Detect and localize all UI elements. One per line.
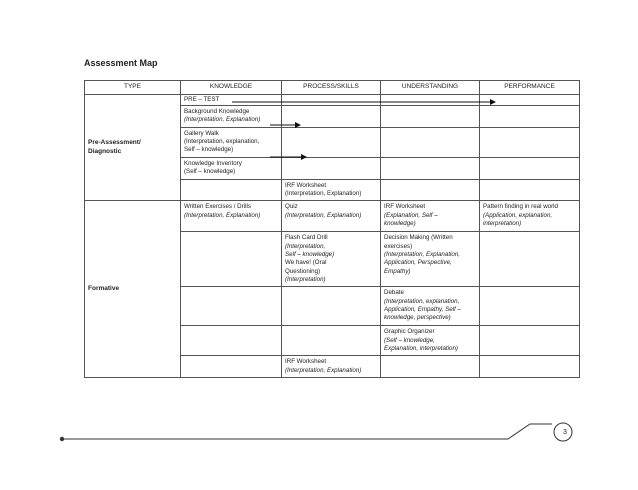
cell-title: Debate — [384, 289, 404, 297]
header-performance: PERFORMANCE — [480, 81, 580, 95]
type-pre-assessment: Pre-Assessment/ Diagnostic — [85, 95, 181, 201]
cell-title: Knowledge Inventory — [184, 159, 242, 167]
cell-skills: (Application, explanation, interpretation) — [483, 211, 553, 227]
cell-skills: (Self – knowledge, Explanation, interpretation) — [384, 336, 458, 353]
cell-title: We have! (Oral Questioning) — [285, 259, 327, 275]
cell-title: Flash Card Drill — [285, 234, 328, 242]
cell-title: IRF Worksheet — [285, 358, 327, 366]
cell-skills: (Interpretation) — [285, 276, 326, 284]
cell-skills: (Interpretation, Explanation, Application, Perspective, Empathy) — [384, 250, 461, 275]
cell-title: IRF Worksheet — [384, 203, 426, 211]
cell-title: Quiz — [285, 203, 298, 211]
cell-skills: (Interpretation, Explanation) — [184, 116, 261, 124]
header-understanding: UNDERSTANDING — [381, 81, 480, 95]
page-title: Assessment Map — [84, 58, 158, 68]
pre-test-label: PRE – TEST — [184, 96, 220, 103]
header-process-skills: PROCESS/SKILLS — [282, 81, 381, 95]
cell-skills: (Interpretation, explanation, Self – knowledge) — [184, 138, 260, 154]
header-knowledge: KNOWLEDGE — [181, 81, 282, 95]
cell-title: Pattern finding in real world — [483, 203, 558, 211]
cell-skills: (Explanation, Self – knowledge) — [384, 211, 438, 227]
cell-skills: (Interpretation, Explanation) — [285, 366, 362, 374]
cell-title: Graphic Organizer — [384, 328, 435, 336]
cell-title: IRF Worksheet — [285, 181, 327, 189]
cell-title: Gallery Walk — [184, 129, 219, 137]
cell-skills: (Interpretation, Explanation) — [285, 189, 362, 197]
cell-title: Decision Making (Written exercises) — [384, 234, 453, 250]
cell-skills: (Interpretation, Explanation) — [184, 211, 261, 219]
cell-skills: (Interpretation, Explanation) — [285, 211, 362, 219]
cell-skills: (Interpretation, explanation, Application, Empathy, Self – knowledge, perspective) — [384, 297, 461, 322]
cell-skills: (Self – knowledge) — [184, 168, 236, 176]
header-type: TYPE — [85, 81, 181, 95]
page-number: 3 — [563, 429, 567, 436]
type-formative: Formative — [85, 201, 181, 378]
cell-title: Background Knowledge — [184, 108, 250, 115]
cell-skills: (Interpretation, Self – knowledge) — [285, 242, 335, 258]
cell-title: Written Exercises / Drills — [184, 203, 251, 211]
